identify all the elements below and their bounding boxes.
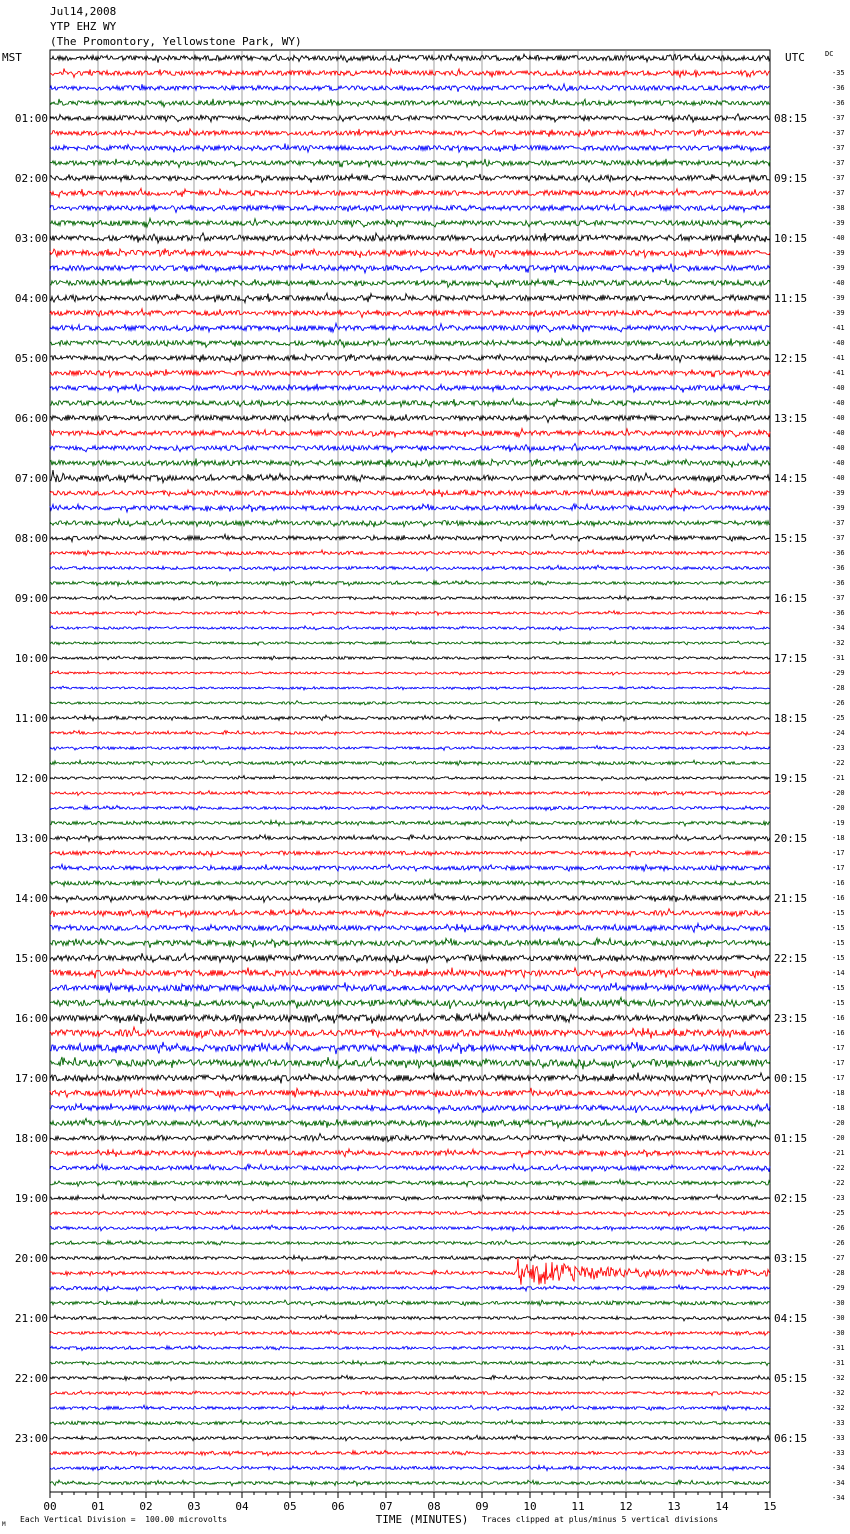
dc-offset-label: -20 <box>832 789 845 797</box>
trace-76 <box>50 1180 770 1187</box>
left-hour-label: 17:00 <box>14 1072 48 1085</box>
dc-offset-label: -25 <box>832 714 845 722</box>
x-tick-label: 11 <box>571 1500 585 1513</box>
trace-7 <box>50 144 770 153</box>
x-tick-label: 05 <box>283 1500 297 1513</box>
trace-86 <box>50 1330 770 1335</box>
right-hour-label: 19:15 <box>774 772 808 785</box>
right-hour-label: 09:15 <box>774 172 808 185</box>
trace-5 <box>50 114 770 122</box>
trace-78 <box>50 1210 770 1216</box>
x-axis-label: TIME (MINUTES) <box>375 1513 469 1526</box>
dc-offset-label: -26 <box>832 1239 845 1247</box>
dc-offset-label: -28 <box>832 1269 845 1277</box>
x-tick-label: 09 <box>475 1500 489 1513</box>
trace-60 <box>50 938 770 948</box>
right-hour-label: 18:15 <box>774 712 808 725</box>
trace-36 <box>50 581 770 586</box>
trace-38 <box>50 611 770 615</box>
dc-offset-label: -15 <box>832 939 845 947</box>
trace-42 <box>50 671 770 675</box>
trace-35 <box>50 565 770 571</box>
trace-65 <box>50 1013 770 1024</box>
right-hour-label: 20:15 <box>774 832 808 845</box>
trace-70 <box>50 1088 770 1098</box>
trace-14 <box>50 248 770 258</box>
trace-39 <box>50 626 770 630</box>
trace-13 <box>50 233 770 243</box>
trace-1 <box>50 54 770 63</box>
trace-10 <box>50 188 770 197</box>
trace-84 <box>50 1300 770 1306</box>
trace-95 <box>50 1466 770 1471</box>
left-hour-label: 14:00 <box>14 892 48 905</box>
left-hour-label: 11:00 <box>14 712 48 725</box>
trace-48 <box>50 760 770 765</box>
dc-offset-label: -40 <box>832 399 845 407</box>
left-hour-label: 09:00 <box>14 592 48 605</box>
trace-59 <box>50 923 770 932</box>
dc-offset-label: -36 <box>832 564 845 572</box>
trace-16 <box>50 279 770 288</box>
trace-2 <box>50 69 770 78</box>
dc-offset-label: -33 <box>832 1419 845 1427</box>
trace-90 <box>50 1391 770 1396</box>
trace-45 <box>50 715 770 721</box>
trace-85 <box>50 1315 770 1321</box>
trace-18 <box>50 309 770 318</box>
header-location: (The Promontory, Yellowstone Park, WY) <box>50 35 302 48</box>
trace-19 <box>50 323 770 332</box>
right-hour-label: 06:15 <box>774 1432 808 1445</box>
x-tick-label: 12 <box>619 1500 633 1513</box>
right-hour-label: 01:15 <box>774 1132 808 1145</box>
trace-3 <box>50 84 770 92</box>
left-hour-label: 07:00 <box>14 472 48 485</box>
dc-offset-label: -37 <box>832 159 845 167</box>
trace-66 <box>50 1027 770 1039</box>
dc-offset-label: -31 <box>832 654 845 662</box>
right-hour-label: 00:15 <box>774 1072 808 1085</box>
trace-56 <box>50 879 770 886</box>
dc-offset-label: -34 <box>832 1494 845 1502</box>
dc-offset-label: -29 <box>832 669 845 677</box>
left-hour-label: 06:00 <box>14 412 48 425</box>
left-hour-label: 21:00 <box>14 1312 48 1325</box>
trace-96 <box>50 1480 770 1486</box>
trace-29 <box>50 470 770 483</box>
left-hour-label: 15:00 <box>14 952 48 965</box>
x-tick-label: 00 <box>43 1500 57 1513</box>
dc-offset-label: -17 <box>832 1074 845 1082</box>
dc-offset-label: -22 <box>832 1164 845 1172</box>
dc-offset-label: -17 <box>832 864 845 872</box>
dc-offset-label: -40 <box>832 444 845 452</box>
x-tick-label: 01 <box>91 1500 105 1513</box>
trace-34 <box>50 550 770 556</box>
trace-94 <box>50 1450 770 1456</box>
trace-69 <box>50 1073 770 1084</box>
header-station: YTP EHZ WY <box>50 20 117 33</box>
trace-30 <box>50 489 770 497</box>
trace-32 <box>50 519 770 527</box>
trace-62 <box>50 968 770 979</box>
header-date: Jul14,2008 <box>50 5 117 18</box>
trace-11 <box>50 204 770 212</box>
trace-52 <box>50 820 770 826</box>
dc-offset-label: -36 <box>832 549 845 557</box>
footer-clip: Traces clipped at plus/minus 5 vertical divisions <box>482 1515 719 1524</box>
dc-offset-label: -30 <box>832 1329 845 1337</box>
trace-15 <box>50 264 770 273</box>
trace-8 <box>50 159 770 168</box>
trace-22 <box>50 369 770 378</box>
left-hour-label: 22:00 <box>14 1372 48 1385</box>
x-tick-label: 10 <box>523 1500 537 1513</box>
dc-offset-label: -34 <box>832 1479 845 1487</box>
dc-offset-label: -20 <box>832 1134 845 1142</box>
dc-offset-label: -16 <box>832 1029 845 1037</box>
left-hour-label: 03:00 <box>14 232 48 245</box>
dc-offset-label: -39 <box>832 264 845 272</box>
left-hour-label: 13:00 <box>14 832 48 845</box>
dc-offset-label: -32 <box>832 1374 845 1382</box>
trace-67 <box>50 1042 770 1054</box>
dc-offset-label: -17 <box>832 1044 845 1052</box>
dc-offset-label: -19 <box>832 819 845 827</box>
trace-71 <box>50 1103 770 1113</box>
trace-79 <box>50 1225 770 1231</box>
x-tick-label: 07 <box>379 1500 393 1513</box>
trace-92 <box>50 1420 770 1425</box>
dc-offset-label: -28 <box>832 684 845 692</box>
trace-33 <box>50 534 770 541</box>
dc-offset-label: -41 <box>832 369 845 377</box>
trace-20 <box>50 338 770 347</box>
dc-offset-label: -16 <box>832 879 845 887</box>
dc-offset-label: -36 <box>832 99 845 107</box>
trace-24 <box>50 399 770 408</box>
dc-offset-label: -40 <box>832 414 845 422</box>
dc-offset-label: -16 <box>832 894 845 902</box>
trace-54 <box>50 851 770 857</box>
trace-40 <box>50 641 770 645</box>
dc-offset-label: -26 <box>832 1224 845 1232</box>
dc-offset-label: -26 <box>832 699 845 707</box>
dc-offset-label: -39 <box>832 504 845 512</box>
right-hour-label: 11:15 <box>774 292 808 305</box>
trace-89 <box>50 1375 770 1380</box>
trace-44 <box>50 701 770 705</box>
dc-offset-label: -37 <box>832 114 845 122</box>
x-tick-label: 02 <box>139 1500 153 1513</box>
dc-offset-label: -18 <box>832 1089 845 1097</box>
trace-58 <box>50 909 770 917</box>
trace-88 <box>50 1360 770 1365</box>
dc-offset-label: -36 <box>832 579 845 587</box>
dc-offset-label: -22 <box>832 1179 845 1187</box>
trace-4 <box>50 99 770 107</box>
x-tick-label: 14 <box>715 1500 729 1513</box>
dc-offset-label: -17 <box>832 1059 845 1067</box>
trace-23 <box>50 384 770 393</box>
trace-63 <box>50 982 770 992</box>
dc-offset-label: -37 <box>832 534 845 542</box>
x-tick-label: 15 <box>763 1500 777 1513</box>
trace-9 <box>50 174 770 183</box>
trace-83 <box>50 1285 770 1291</box>
dc-offset-label: -18 <box>832 1104 845 1112</box>
trace-64 <box>50 997 770 1009</box>
trace-80 <box>50 1240 770 1245</box>
trace-93 <box>50 1435 770 1441</box>
dc-offset-label: -15 <box>832 999 845 1007</box>
dc-offset-label: -39 <box>832 294 845 302</box>
dc-offset-label: -33 <box>832 1434 845 1442</box>
dc-offset-label: -15 <box>832 924 845 932</box>
trace-68 <box>50 1057 770 1069</box>
dc-offset-label: -39 <box>832 249 845 257</box>
right-hour-label: 22:15 <box>774 952 808 965</box>
dc-offset-label: -37 <box>832 189 845 197</box>
trace-12 <box>50 218 770 227</box>
dc-offset-label: -32 <box>832 1389 845 1397</box>
dc-offset-label: -27 <box>832 1254 845 1262</box>
x-tick-label: 08 <box>427 1500 441 1513</box>
x-tick-label: 13 <box>667 1500 681 1513</box>
x-tick-label: 06 <box>331 1500 345 1513</box>
dc-offset-label: -41 <box>832 354 845 362</box>
dc-offset-label: -34 <box>832 624 845 632</box>
dc-offset-label: -39 <box>832 489 845 497</box>
trace-21 <box>50 354 770 363</box>
left-hour-label: 08:00 <box>14 532 48 545</box>
dc-offset-label: -15 <box>832 909 845 917</box>
dc-offset-label: -32 <box>832 1404 845 1412</box>
dc-offset-label: -38 <box>832 204 845 212</box>
trace-46 <box>50 731 770 736</box>
x-tick-label: 04 <box>235 1500 249 1513</box>
dc-offset-label: -35 <box>832 69 845 77</box>
left-hour-label: 10:00 <box>14 652 48 665</box>
trace-51 <box>50 805 770 810</box>
trace-41 <box>50 656 770 660</box>
dc-offset-label: -37 <box>832 144 845 152</box>
trace-91 <box>50 1405 770 1410</box>
right-hour-label: 04:15 <box>774 1312 808 1325</box>
trace-6 <box>50 129 770 137</box>
x-tick-label: 03 <box>187 1500 201 1513</box>
right-hour-label: 23:15 <box>774 1012 808 1025</box>
dc-offset-label: -36 <box>832 609 845 617</box>
dc-offset-label: -14 <box>832 969 845 977</box>
dc-offset-label: -40 <box>832 474 845 482</box>
dc-offset-label: -17 <box>832 849 845 857</box>
dc-offset-label: -23 <box>832 744 845 752</box>
dc-offset-label: -41 <box>832 324 845 332</box>
dc-offset-label: -30 <box>832 1299 845 1307</box>
dc-offset-label: -40 <box>832 429 845 437</box>
dc-offset-label: -21 <box>832 1149 845 1157</box>
dc-offset-label: -33 <box>832 1449 845 1457</box>
dc-offset-label: -23 <box>832 1194 845 1202</box>
dc-offset-label: -40 <box>832 339 845 347</box>
right-hour-label: 03:15 <box>774 1252 808 1265</box>
left-hour-label: 19:00 <box>14 1192 48 1205</box>
trace-61 <box>50 953 770 963</box>
dc-offset-label: -39 <box>832 219 845 227</box>
dc-offset-label: -24 <box>832 729 845 737</box>
dc-offset-label: -16 <box>832 1014 845 1022</box>
left-hour-label: 18:00 <box>14 1132 48 1145</box>
trace-74 <box>50 1149 770 1157</box>
right-hour-label: 17:15 <box>774 652 808 665</box>
dc-offset-label: -20 <box>832 804 845 812</box>
trace-25 <box>50 414 770 423</box>
trace-49 <box>50 776 770 781</box>
dc-offset-label: -31 <box>832 1344 845 1352</box>
dc-offset-label: -30 <box>832 1314 845 1322</box>
right-timezone-label: UTC <box>785 51 805 64</box>
trace-43 <box>50 686 770 690</box>
trace-17 <box>50 293 770 303</box>
dc-label: DC <box>825 50 834 58</box>
left-hour-label: 16:00 <box>14 1012 48 1025</box>
dc-offset-label: -18 <box>832 834 845 842</box>
right-hour-label: 13:15 <box>774 412 808 425</box>
trace-27 <box>50 444 770 453</box>
dc-offset-label: -21 <box>832 774 845 782</box>
dc-offset-label: -20 <box>832 1119 845 1127</box>
dc-offset-label: -36 <box>832 84 845 92</box>
trace-73 <box>50 1134 770 1142</box>
right-hour-label: 10:15 <box>774 232 808 245</box>
dc-offset-label: -32 <box>832 639 845 647</box>
trace-82 <box>50 1258 770 1285</box>
footer-mark: M <box>2 1521 6 1528</box>
right-hour-label: 05:15 <box>774 1372 808 1385</box>
dc-offset-label: -15 <box>832 984 845 992</box>
trace-87 <box>50 1345 770 1350</box>
dc-offset-label: -39 <box>832 309 845 317</box>
dc-offset-label: -22 <box>832 759 845 767</box>
footer-scale: Each Vertical Division = 100.00 microvolts <box>20 1515 228 1524</box>
right-hour-label: 12:15 <box>774 352 808 365</box>
trace-28 <box>50 459 770 468</box>
dc-offset-label: -40 <box>832 384 845 392</box>
trace-72 <box>50 1118 770 1127</box>
dc-offset-label: -15 <box>832 954 845 962</box>
left-timezone-label: MST <box>2 51 22 64</box>
trace-50 <box>50 791 770 796</box>
right-hour-label: 16:15 <box>774 592 808 605</box>
right-hour-label: 15:15 <box>774 532 808 545</box>
dc-offset-label: -34 <box>832 1464 845 1472</box>
left-hour-label: 05:00 <box>14 352 48 365</box>
left-hour-label: 01:00 <box>14 112 48 125</box>
dc-offset-label: -40 <box>832 234 845 242</box>
trace-31 <box>50 504 770 512</box>
left-hour-label: 23:00 <box>14 1432 48 1445</box>
dc-offset-label: -40 <box>832 459 845 467</box>
dc-offset-label: -25 <box>832 1209 845 1217</box>
right-hour-label: 21:15 <box>774 892 808 905</box>
trace-81 <box>50 1255 770 1261</box>
right-hour-label: 08:15 <box>774 112 808 125</box>
trace-75 <box>50 1164 770 1172</box>
trace-group <box>50 54 770 1486</box>
dc-offset-label: -40 <box>832 279 845 287</box>
dc-offset-label: -29 <box>832 1284 845 1292</box>
left-hour-label: 02:00 <box>14 172 48 185</box>
left-hour-label: 12:00 <box>14 772 48 785</box>
left-hour-label: 04:00 <box>14 292 48 305</box>
dc-offset-label: -37 <box>832 519 845 527</box>
right-hour-label: 02:15 <box>774 1192 808 1205</box>
dc-offset-label: -37 <box>832 129 845 137</box>
left-hour-label: 20:00 <box>14 1252 48 1265</box>
dc-offset-label: -31 <box>832 1359 845 1367</box>
trace-53 <box>50 835 770 841</box>
trace-37 <box>50 596 770 601</box>
right-hour-label: 14:15 <box>774 472 808 485</box>
trace-55 <box>50 864 770 871</box>
trace-77 <box>50 1195 770 1201</box>
trace-26 <box>50 429 770 438</box>
trace-57 <box>50 894 770 902</box>
dc-offset-label: -37 <box>832 174 845 182</box>
dc-offset-label: -37 <box>832 594 845 602</box>
trace-47 <box>50 746 770 751</box>
